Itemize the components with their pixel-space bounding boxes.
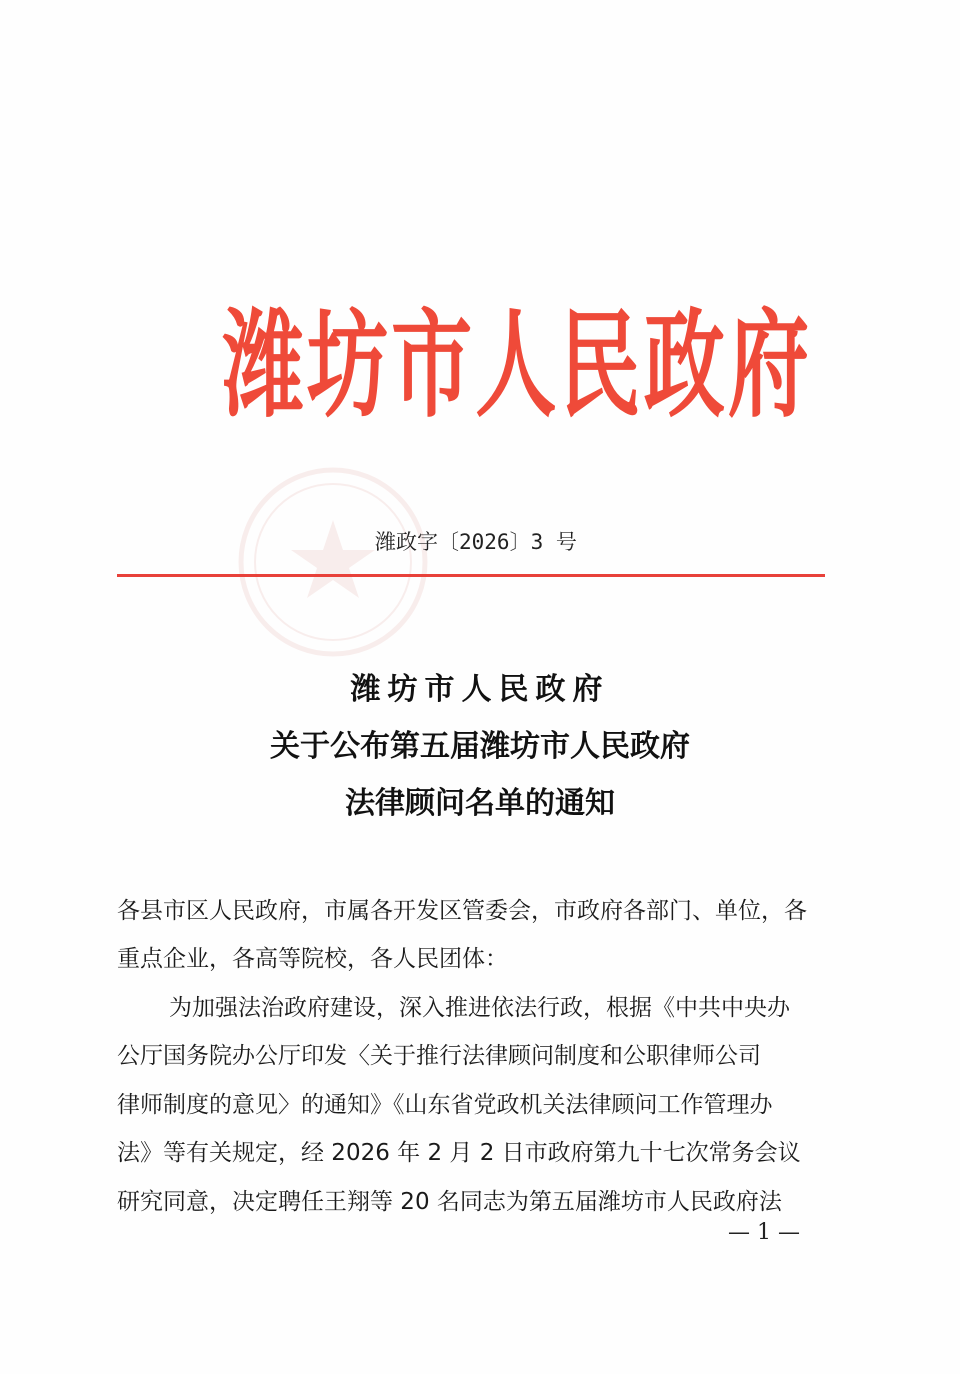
document-number: 潍政字〔2026〕3 号 [375, 530, 577, 554]
body-line-paragraph-2: 公厅国务院办公厅印发〈关于推行法律顾问制度和公职律师公司 [117, 1043, 761, 1069]
body-line-paragraph-4: 法》等有关规定，经 2026 年 2 月 2 日市政府第九十七次常务会议 [117, 1140, 801, 1166]
official-seal-icon [228, 462, 438, 662]
body-line-paragraph-1: 为加强法治政府建设，深入推进依法行政，根据《中共中央办 [169, 995, 790, 1021]
page-number: — 1 — [728, 1220, 800, 1245]
body-line-paragraph-3: 律师制度的意见〉的通知》《山东省党政机关法律顾问工作管理办 [117, 1092, 773, 1118]
title-line-3: 法律顾问名单的通知 [345, 786, 615, 821]
body-line-addressees-2: 重点企业，各高等院校，各人民团体： [117, 946, 508, 972]
title-line-1: 潍坊市人民政府 [350, 672, 610, 707]
body-line-addressees-1: 各县市区人民政府，市属各开发区管委会，市政府各部门、单位，各 [117, 898, 807, 924]
issuer-masthead: 潍坊市人民政府 [222, 295, 813, 434]
red-separator-line [117, 574, 825, 577]
title-line-2: 关于公布第五届潍坊市人民政府 [270, 729, 690, 764]
body-line-paragraph-5: 研究同意，决定聘任王翔等 20 名同志为第五届潍坊市人民政府法 [117, 1189, 782, 1215]
